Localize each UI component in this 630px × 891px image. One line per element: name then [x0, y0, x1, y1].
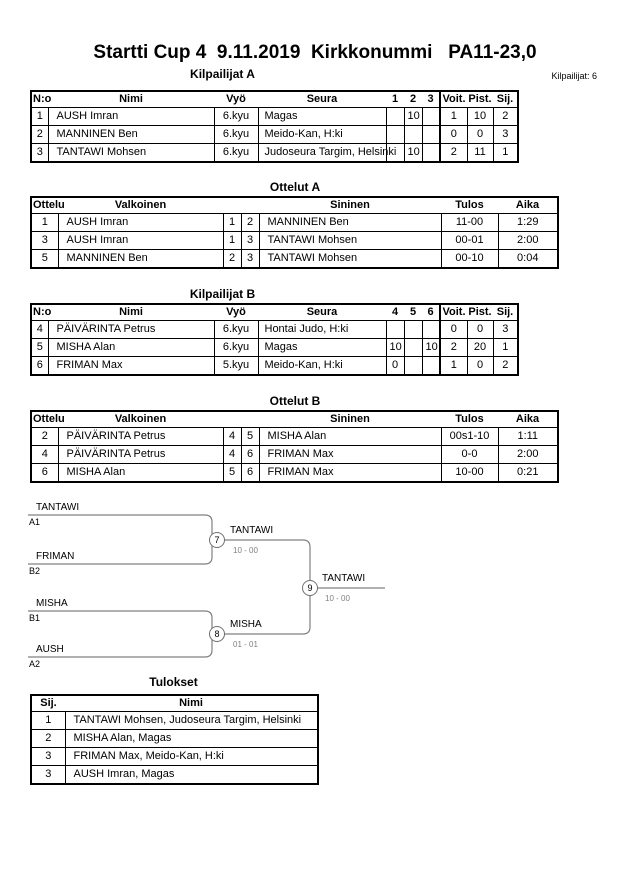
bracket-seed-label: B1 [29, 613, 41, 623]
col-header-r3: 3 [422, 91, 440, 108]
col-header-spacer [223, 411, 241, 428]
col-header-r1: 4 [386, 304, 404, 321]
cell-name: MANNINEN Ben [48, 126, 214, 144]
cell-place: 3 [31, 748, 65, 766]
cell-r3 [422, 321, 440, 339]
col-header-spacer [223, 197, 241, 214]
bracket-match-score: 10 - 00 [325, 594, 350, 603]
table-row [31, 214, 558, 232]
col-header-place: Sij. [493, 91, 518, 108]
col-header-white: Valkoinen [58, 197, 223, 214]
col-header-time: Aika [498, 197, 558, 214]
cell-match-no: 4 [31, 446, 58, 464]
table-row [31, 232, 558, 250]
cell-blue-name: TANTAWI Mohsen [259, 250, 441, 269]
cell-time: 0:04 [498, 250, 558, 269]
cell-club: Meido-Kan, H:ki [258, 126, 386, 144]
col-header-spacer [241, 197, 259, 214]
table-row [31, 357, 518, 376]
table-row [31, 464, 558, 483]
cell-r2 [404, 339, 422, 357]
cell-r2: 10 [404, 108, 422, 126]
cell-points: 0 [467, 126, 493, 144]
col-header-no: N:o [31, 91, 48, 108]
bracket-match-score: 01 - 01 [233, 640, 258, 649]
cell-belt: 6.kyu [214, 126, 258, 144]
cell-blue-name: FRIMAN Max [259, 464, 441, 483]
cell-time: 2:00 [498, 232, 558, 250]
col-header-r2: 5 [404, 304, 422, 321]
col-header-belt: Vyö [214, 304, 258, 321]
bracket-player-name: FRIMAN [36, 551, 75, 562]
cell-blue-name: MISHA Alan [259, 428, 441, 446]
cell-club: Magas [258, 108, 386, 126]
cell-wins: 0 [440, 321, 467, 339]
cell-r2 [404, 321, 422, 339]
cell-r2 [404, 126, 422, 144]
cell-name: AUSH Imran, Magas [65, 766, 318, 785]
bracket-winner-name: TANTAWI [230, 525, 274, 536]
table-row [31, 428, 558, 446]
col-header-result: Tulos [441, 411, 498, 428]
table-header-row [31, 197, 558, 214]
col-header-white: Valkoinen [58, 411, 223, 428]
table-row [31, 748, 318, 766]
cell-white-name: PÄIVÄRINTA Petrus [58, 428, 223, 446]
table-row [31, 446, 558, 464]
cell-match-no: 3 [31, 232, 58, 250]
cell-white-name: MISHA Alan [58, 464, 223, 483]
cell-time: 2:00 [498, 446, 558, 464]
cell-white-no: 5 [223, 464, 241, 483]
table-header-row [31, 91, 518, 108]
cell-belt: 6.kyu [214, 144, 258, 163]
col-header-blue: Sininen [259, 197, 441, 214]
cell-blue-name: FRIMAN Max [259, 446, 441, 464]
cell-r3: 10 [422, 339, 440, 357]
col-header-blue: Sininen [259, 411, 441, 428]
col-header-r3: 6 [422, 304, 440, 321]
col-header-belt: Vyö [214, 91, 258, 108]
bracket-seed-label: A1 [29, 517, 41, 527]
cell-place: 1 [493, 339, 518, 357]
cell-no: 5 [31, 339, 48, 357]
cell-place: 2 [493, 108, 518, 126]
cell-name: AUSH Imran [48, 108, 214, 126]
cell-wins: 2 [440, 339, 467, 357]
matches-b-title: Ottelut B [269, 394, 321, 408]
table-row [31, 144, 518, 163]
cell-r2 [404, 357, 422, 376]
cell-wins: 1 [440, 108, 467, 126]
cell-r1: 0 [386, 357, 404, 376]
match-number-badge: 9 [302, 580, 318, 596]
cell-blue-no: 6 [241, 446, 259, 464]
cell-name: MISHA Alan [48, 339, 214, 357]
bracket-seed-label: A2 [29, 659, 41, 669]
cell-time: 1:29 [498, 214, 558, 232]
cell-white-name: AUSH Imran [58, 214, 223, 232]
cell-time: 1:11 [498, 428, 558, 446]
cell-no: 2 [31, 126, 48, 144]
col-header-club: Seura [258, 304, 386, 321]
cell-white-no: 1 [223, 232, 241, 250]
cell-name: TANTAWI Mohsen, Judoseura Targim, Helsinki [65, 712, 318, 730]
cell-white-no: 2 [223, 250, 241, 269]
cell-place: 3 [31, 766, 65, 785]
table-header-row [31, 695, 318, 712]
cell-match-no: 1 [31, 214, 58, 232]
bracket-player-name: MISHA [36, 598, 68, 609]
cell-club: Magas [258, 339, 386, 357]
matches-b-table [30, 410, 559, 483]
page-title: Startti Cup 4 9.11.2019 Kirkkonummi PA11-23,0 [93, 42, 537, 63]
cell-r3 [422, 126, 440, 144]
col-header-r2: 2 [404, 91, 422, 108]
cell-blue-no: 3 [241, 250, 259, 269]
col-header-name: Nimi [48, 304, 214, 321]
cell-wins: 1 [440, 357, 467, 376]
pool-b-title: Kilpailijat B [189, 287, 256, 301]
results-table [30, 694, 319, 785]
bracket-winner-name: MISHA [230, 619, 262, 630]
cell-white-name: PÄIVÄRINTA Petrus [58, 446, 223, 464]
cell-match-no: 5 [31, 250, 58, 269]
cell-r1 [386, 126, 404, 144]
bracket-seed-label: B2 [29, 566, 41, 576]
cell-place: 2 [31, 730, 65, 748]
cell-belt: 6.kyu [214, 339, 258, 357]
cell-club: Judoseura Targim, Helsinki [258, 144, 386, 163]
bracket-player-name: TANTAWI [36, 502, 80, 513]
matches-a-table [30, 196, 559, 269]
cell-place: 3 [493, 126, 518, 144]
col-header-no: N:o [31, 304, 48, 321]
cell-wins: 2 [440, 144, 467, 163]
cell-belt: 5.kyu [214, 357, 258, 376]
cell-name: FRIMAN Max, Meido-Kan, H:ki [65, 748, 318, 766]
cell-place: 2 [493, 357, 518, 376]
cell-points: 20 [467, 339, 493, 357]
cell-points: 10 [467, 108, 493, 126]
table-row [31, 108, 518, 126]
table-row [31, 339, 518, 357]
col-header-points: Pist. [467, 304, 493, 321]
cell-belt: 6.kyu [214, 321, 258, 339]
cell-white-no: 1 [223, 214, 241, 232]
cell-name: MISHA Alan, Magas [65, 730, 318, 748]
cell-result: 00-10 [441, 250, 498, 269]
col-header-r1: 1 [386, 91, 404, 108]
table-row [31, 126, 518, 144]
cell-blue-no: 5 [241, 428, 259, 446]
col-header-club: Seura [258, 91, 386, 108]
participants-count: Kilpailijat: 6 [551, 71, 597, 81]
cell-name: FRIMAN Max [48, 357, 214, 376]
cell-result: 10-00 [441, 464, 498, 483]
table-row [31, 250, 558, 269]
col-header-time: Aika [498, 411, 558, 428]
match-number-badge: 8 [209, 626, 225, 642]
cell-place: 1 [31, 712, 65, 730]
cell-white-name: MANNINEN Ben [58, 250, 223, 269]
results-title: Tulokset [149, 675, 198, 689]
bracket-winner-name: TANTAWI [322, 573, 366, 584]
table-row [31, 321, 518, 339]
cell-no: 6 [31, 357, 48, 376]
cell-result: 0-0 [441, 446, 498, 464]
col-header-name: Nimi [65, 695, 318, 712]
cell-no: 4 [31, 321, 48, 339]
col-header-match: Ottelu [31, 197, 58, 214]
pool-b-table [30, 303, 519, 376]
col-header-place: Sij. [31, 695, 65, 712]
cell-place: 3 [493, 321, 518, 339]
cell-white-no: 4 [223, 428, 241, 446]
cell-wins: 0 [440, 126, 467, 144]
cell-belt: 6.kyu [214, 108, 258, 126]
cell-r2: 10 [404, 144, 422, 163]
col-header-wins: Voit. [440, 91, 467, 108]
bracket-match-score: 10 - 00 [233, 546, 258, 555]
cell-white-no: 4 [223, 446, 241, 464]
cell-r1 [386, 321, 404, 339]
cell-club: Hontai Judo, H:ki [258, 321, 386, 339]
cell-place: 1 [493, 144, 518, 163]
table-header-row [31, 411, 558, 428]
cell-result: 11-00 [441, 214, 498, 232]
cell-r3 [422, 108, 440, 126]
col-header-match: Ottelu [31, 411, 58, 428]
cell-points: 0 [467, 357, 493, 376]
cell-r1: 10 [386, 339, 404, 357]
cell-name: TANTAWI Mohsen [48, 144, 214, 163]
match-number-badge: 7 [209, 532, 225, 548]
table-header-row [31, 304, 518, 321]
elimination-bracket [0, 495, 630, 685]
cell-result: 00-01 [441, 232, 498, 250]
col-header-spacer [241, 411, 259, 428]
cell-white-name: AUSH Imran [58, 232, 223, 250]
cell-r3 [422, 144, 440, 163]
cell-name: PÄIVÄRINTA Petrus [48, 321, 214, 339]
cell-blue-name: MANNINEN Ben [259, 214, 441, 232]
col-header-result: Tulos [441, 197, 498, 214]
cell-match-no: 6 [31, 464, 58, 483]
cell-no: 3 [31, 144, 48, 163]
cell-blue-no: 2 [241, 214, 259, 232]
pool-a-table [30, 90, 519, 163]
table-row [31, 730, 318, 748]
cell-no: 1 [31, 108, 48, 126]
bracket-player-name: AUSH [36, 644, 64, 655]
cell-points: 11 [467, 144, 493, 163]
cell-result: 00s1-10 [441, 428, 498, 446]
cell-club: Meido-Kan, H:ki [258, 357, 386, 376]
cell-time: 0:21 [498, 464, 558, 483]
col-header-wins: Voit. [440, 304, 467, 321]
col-header-points: Pist. [467, 91, 493, 108]
cell-points: 0 [467, 321, 493, 339]
col-header-name: Nimi [48, 91, 214, 108]
matches-a-title: Ottelut A [269, 180, 321, 194]
cell-match-no: 2 [31, 428, 58, 446]
col-header-place: Sij. [493, 304, 518, 321]
table-row [31, 712, 318, 730]
cell-blue-no: 6 [241, 464, 259, 483]
cell-blue-no: 3 [241, 232, 259, 250]
table-row [31, 766, 318, 785]
cell-blue-name: TANTAWI Mohsen [259, 232, 441, 250]
cell-r3 [422, 357, 440, 376]
cell-r1 [386, 108, 404, 126]
pool-a-title: Kilpailijat A [190, 67, 255, 81]
